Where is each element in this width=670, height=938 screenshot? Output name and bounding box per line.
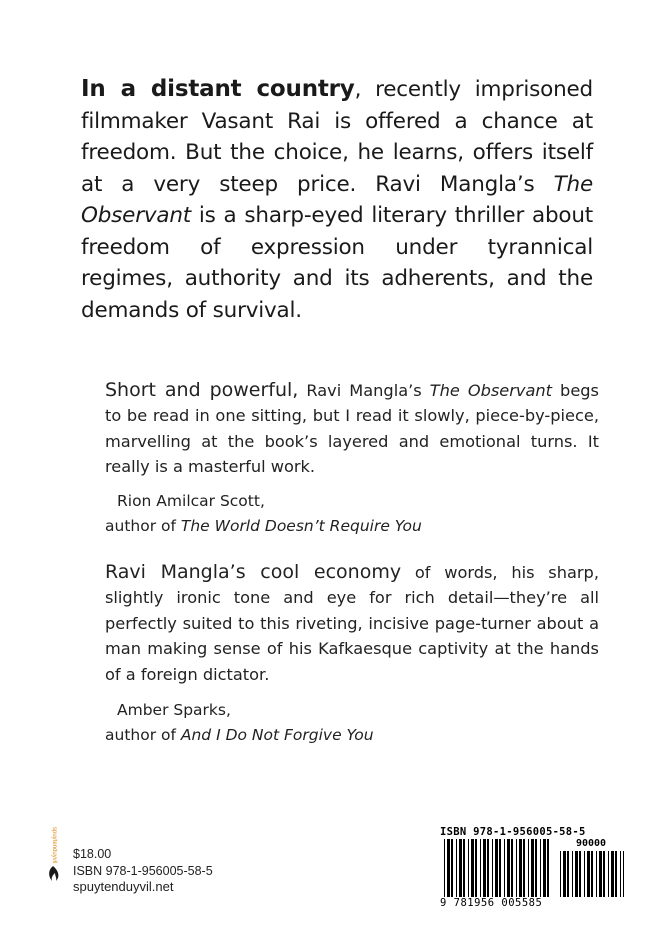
- endorser-role-2: author of: [105, 726, 181, 745]
- quote-2-text-a: of words, his sharp, slightly ironic tone and eye for rich detail—they’re all perfectly suited to this riveting, incisive page-turner about a man making sense of his Kafkaesque captivity at the hands of a foreign dictator.: [105, 563, 599, 684]
- blurb-text-a: , recently imprisoned filmmaker Vasant Rai is offered a chance at freedom. But the choice, he learns, offers itself at a very steep price. Ravi Mangla’s: [81, 77, 593, 197]
- endorser-role-1: author of: [105, 517, 181, 536]
- barcode-addon-number: 90000: [575, 838, 607, 849]
- endorser-name-1: Rion Amilcar Scott,: [117, 492, 265, 510]
- endorsement-quote-1: [105, 378, 599, 480]
- quote-1-book-title: The Observant: [429, 381, 553, 400]
- back-cover-blurb: [81, 74, 593, 326]
- quote-1-text-a: Ravi Mangla’s: [298, 381, 430, 400]
- endorsement-quote-2: [105, 560, 599, 687]
- endorser-name-2: Amber Sparks,: [117, 701, 231, 719]
- endorsement-attribution-2: [105, 698, 374, 749]
- quote-2-lead: Ravi Mangla’s cool economy: [105, 561, 402, 583]
- blurb-text-b: is a sharp-eyed literary thriller about freedom of expression under tyrannical regimes, authority and its adherents, and the demands of survival.: [81, 203, 593, 323]
- blurb-book-title: The Observant: [81, 171, 593, 228]
- endorsement-attribution-1: [105, 489, 422, 540]
- endorser-book-2: And I Do Not Forgive You: [180, 726, 374, 745]
- endorser-book-1: The World Doesn’t Require You: [180, 517, 422, 536]
- flame-logo-icon: [44, 826, 62, 882]
- barcode-bars: [440, 839, 625, 899]
- barcode-main-bars: [444, 839, 549, 897]
- barcode-isbn-label: ISBN 978-1-956005-58-5: [440, 826, 586, 838]
- logo-text: spuytenduyvil: [51, 827, 57, 864]
- quote-1-text-b: begs to be read in one sitting, but I read it slowly, piece-by-piece, marvelling at the book’s layered and emotional turns. It really is a masterful work.: [105, 381, 599, 477]
- barcode-addon-bars: [560, 851, 624, 897]
- blurb-lead: In a distant country: [81, 76, 355, 102]
- publisher-info: [73, 846, 213, 896]
- quote-1-lead: Short and powerful,: [105, 379, 299, 401]
- publisher-url: spuytenduyvil.net: [73, 879, 174, 894]
- isbn-barcode: [440, 826, 625, 908]
- price: $18.00: [73, 847, 112, 861]
- barcode-ean-number: 9 781956 005585: [440, 897, 543, 909]
- isbn-text: ISBN 978-1-956005-58-5: [73, 863, 213, 878]
